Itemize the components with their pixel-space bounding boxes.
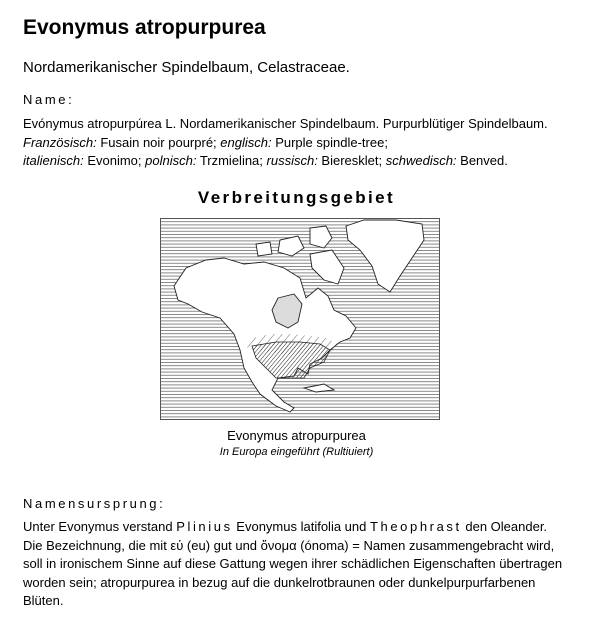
map-caption: Evonymus atropurpurea [227, 428, 366, 443]
lang-french: Französisch: [23, 134, 97, 150]
name-text: Bieresklet; [317, 153, 386, 168]
name-text: Fusain noir pourpré; [96, 134, 221, 150]
origin-section-label: Namensursprung: [23, 496, 166, 511]
name-text: Evonimo; [83, 153, 146, 168]
author-plinius: Plinius [176, 519, 233, 534]
lang-italian: italienisch: [23, 153, 84, 168]
lang-english: englisch: [220, 134, 272, 150]
origin-paragraph [23, 518, 563, 611]
map-subcaption: In Europa eingeführt (Rultiuiert) [219, 446, 374, 458]
lang-russian: russisch: [266, 153, 318, 168]
name-text: Purple spindle-tree; [271, 134, 388, 150]
name-text: Trzmielina; [196, 153, 267, 168]
lang-swedish: schwedisch: [385, 153, 457, 168]
origin-text: den Oleander. Die Bezeichnung, die mit εὐ (eu) gut und ὄνομα (ónoma) = Namen zusammengebracht wird, soll in ironischem Sinne auf diese Gattung wegen ihrer schädlichen Eigenschaften übertragen worden sein; atropurpurea in bezug auf die dunkelrotbraunen oder dunkelpurpurfarbenen Blüten. [23, 519, 563, 608]
name-paragraph [23, 115, 563, 171]
name-section-label: Name: [23, 92, 75, 107]
name-text: Evónymus atropurpúrea L. Nordamerikanischer Spindelbaum. Purpurblütiger Spindelbaum. [23, 116, 548, 131]
page-subtitle: Nordamerikanischer Spindelbaum, Celastraceae. [23, 59, 350, 76]
origin-text: Unter Evonymus verstand [23, 519, 177, 534]
map-heading: Verbreitungsgebiet [197, 188, 396, 207]
author-theophrast: Theophrast [369, 519, 462, 534]
distribution-map [160, 218, 440, 420]
page-title: Evonymus atropurpurea [23, 16, 266, 39]
lang-polish: polnisch: [145, 153, 197, 168]
origin-text: Evonymus latifolia und [232, 519, 370, 534]
arctic-island [256, 242, 272, 256]
name-text: Benved. [456, 153, 508, 168]
